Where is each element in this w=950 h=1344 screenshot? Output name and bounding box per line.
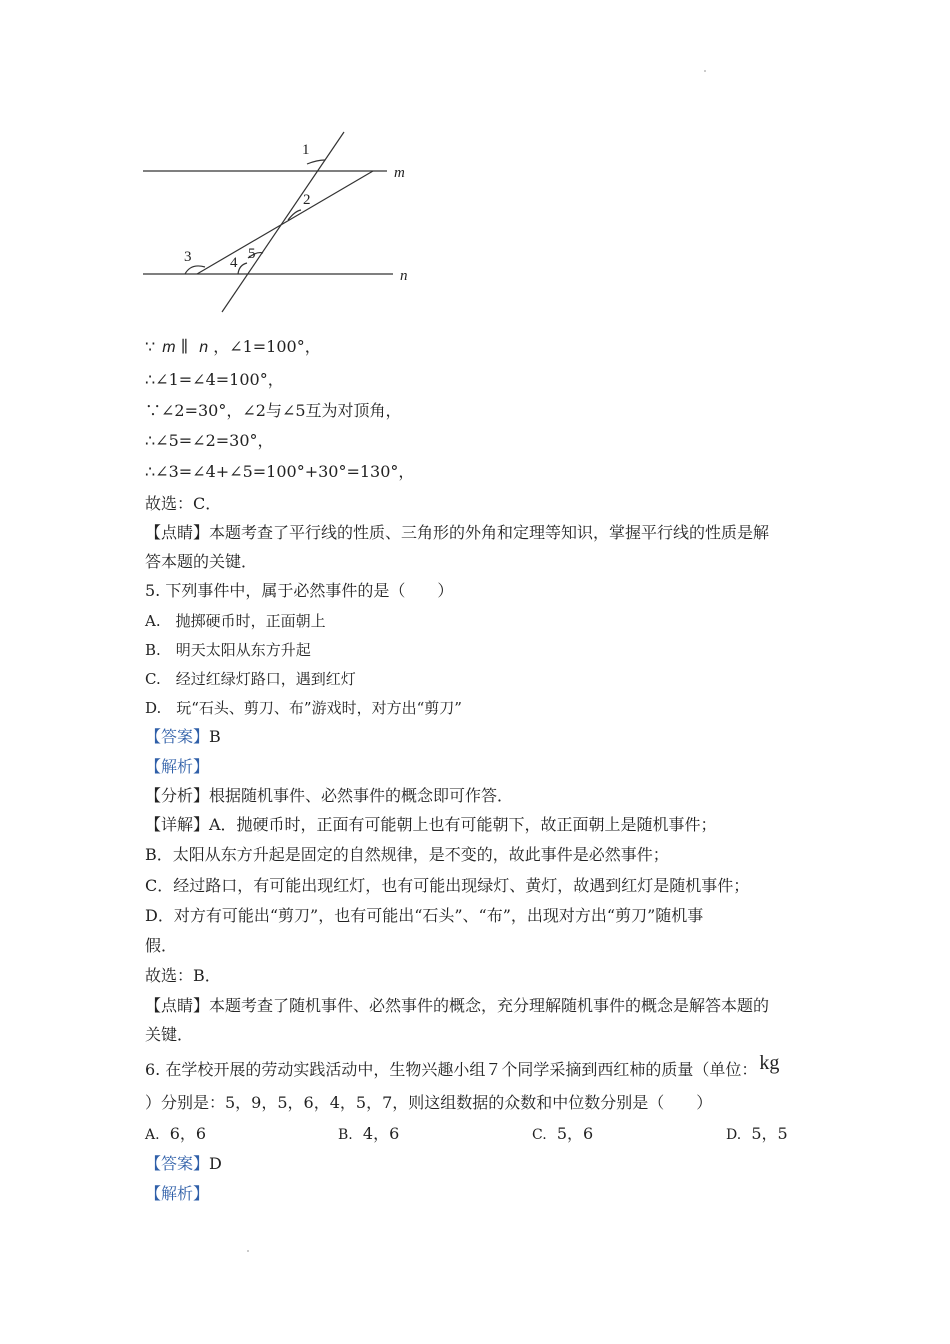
var-m: m xyxy=(162,339,176,356)
proof-line-5: ∴∠3=∠4+∠5=100°+30°=130°， xyxy=(145,462,415,481)
q5-choice: 故选：B． xyxy=(145,966,221,985)
q6-option-b: B. 4，6 xyxy=(338,1124,400,1143)
answer-value: B xyxy=(209,727,221,746)
var-n: n xyxy=(199,339,209,356)
q5-analysis-tag: 【解析】 xyxy=(145,757,210,776)
q5-option-b: B. 明天太阳从东方升起 xyxy=(145,641,311,659)
q5-dianjing-2: 关键． xyxy=(145,1025,194,1044)
answer-value: D xyxy=(209,1154,222,1173)
scan-speck xyxy=(247,1250,249,1252)
q6-option-d: D. 5，5 xyxy=(726,1124,788,1143)
q5-option-c: C. 经过红绿灯路口，遇到红灯 xyxy=(145,670,356,688)
proof-line-2: ∴∠1=∠4=100°， xyxy=(145,370,284,389)
answer-tag: 【答案】 xyxy=(145,1154,210,1173)
q5-option-d: D. 玩“石头、剪刀、布”游戏时，对方出“剪刀” xyxy=(145,699,462,717)
q6-answer xyxy=(145,1154,222,1174)
scan-speck xyxy=(704,70,706,72)
q5-explain-d-2: 假． xyxy=(145,936,178,955)
q5-fenxi: 【分析】根据随机事件、必然事件的概念即可作答． xyxy=(145,786,514,805)
q6-stem-text: 6. 在学校开展的劳动实践活动中，生物兴趣小组７个同学采摘到西红柿的质量（单位： xyxy=(145,1060,758,1079)
angle-label-2: 2 xyxy=(303,192,311,208)
angle-label-5: 5 xyxy=(248,246,256,262)
q5-answer xyxy=(145,727,221,747)
q5-xiangjie: 【详解】A．抛硬币时，正面有可能朝上也有可能朝下，故正面朝上是随机事件； xyxy=(145,815,717,834)
q6-analysis-tag: 【解析】 xyxy=(145,1184,210,1203)
angle-label-1: 1 xyxy=(302,142,310,158)
parallel-symbol: ∥ xyxy=(180,337,189,356)
dianjing-line-2: 答本题的关键． xyxy=(145,552,258,571)
q6-option-c: C. 5，6 xyxy=(532,1124,594,1143)
second-transversal xyxy=(197,171,373,274)
line-label-n: n xyxy=(400,268,408,284)
transversal xyxy=(222,132,344,312)
q5-explain-c: C．经过路口，有可能出现红灯，也有可能出现绿灯、黄灯，故遇到红灯是随机事件； xyxy=(145,876,750,895)
q5-option-a: A. 抛掷硬币时，正面朝上 xyxy=(145,612,326,630)
dianjing-line-1: 【点睛】本题考查了平行线的性质、三角形的外角和定理等知识，掌握平行线的性质是解 xyxy=(145,523,770,542)
proof-line-4: ∴∠5=∠2=30°， xyxy=(145,431,274,450)
angle-4-arc xyxy=(238,263,247,274)
answer-tag: 【答案】 xyxy=(145,727,210,746)
proof-line-3: ∵∠2=30°，∠2与∠5互为对顶角， xyxy=(145,401,402,420)
q6-stem-line-1 xyxy=(145,1052,780,1080)
proof-choice: 故选：C． xyxy=(145,494,222,513)
q5-explain-b: B．太阳从东方升起是固定的自然规律，是不变的，故此事件是必然事件； xyxy=(145,845,669,864)
q6-stem-line-2: ）分别是：5，9，5，6，4，5，7，则这组数据的众数和中位数分别是（ ） xyxy=(145,1093,713,1112)
q6-option-a: A. 6，6 xyxy=(145,1124,207,1143)
angle-label-3: 3 xyxy=(184,249,192,265)
angle-label-4: 4 xyxy=(230,255,238,271)
proof-line-1 xyxy=(145,337,321,358)
because-symbol: ∵ xyxy=(145,337,156,356)
line-label-m: m xyxy=(394,165,405,181)
q5-dianjing-1: 【点睛】本题考查了随机事件、必然事件的概念，充分理解随机事件的概念是解答本题的 xyxy=(145,996,770,1015)
proof-text: ，∠1=100°， xyxy=(213,337,321,356)
parallel-lines-figure xyxy=(135,125,425,325)
angle-3-arc xyxy=(185,266,205,274)
q5-stem: 5. 下列事件中，属于必然事件的是（ ） xyxy=(145,581,454,600)
q5-explain-d-1: D．对方有可能出“剪刀”，也有可能出“石头”、“布”，出现对方出“剪刀”随机事 xyxy=(145,906,704,925)
unit-kg: kg xyxy=(759,1052,780,1074)
